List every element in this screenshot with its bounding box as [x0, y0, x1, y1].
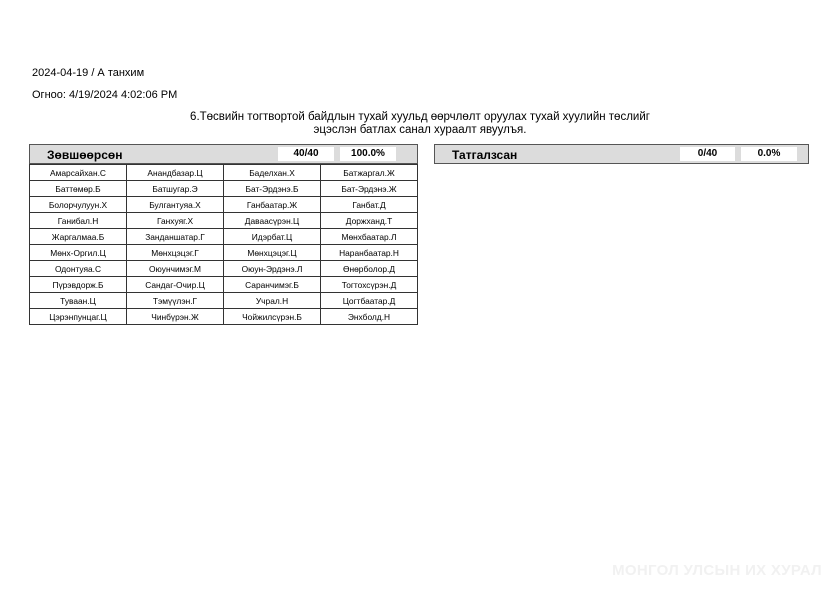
member-name-cell: Даваасүрэн.Ц	[224, 213, 321, 229]
member-name-cell: Сандаг-Очир.Ц	[127, 277, 224, 293]
table-row	[30, 229, 418, 245]
member-name-cell: Амарсайхан.С	[30, 165, 127, 181]
member-name-cell: Батшугар.Э	[127, 181, 224, 197]
member-name-cell: Бат-Эрдэнэ.Ж	[321, 181, 418, 197]
member-name-cell: Мөнхцэцэг.Ц	[224, 245, 321, 261]
agree-percent: 100.0%	[340, 147, 396, 161]
member-name-cell: Учрал.Н	[224, 293, 321, 309]
agree-summary	[29, 144, 418, 164]
table-row	[30, 181, 418, 197]
member-name-cell: Оюун-Эрдэнэ.Л	[224, 261, 321, 277]
member-name-cell: Доржханд.Т	[321, 213, 418, 229]
member-name-cell: Бат-Эрдэнэ.Б	[224, 181, 321, 197]
member-name-cell: Одонтуяа.С	[30, 261, 127, 277]
date-room-label: 2024-04-19 / А танхим	[32, 67, 145, 79]
table-row	[30, 309, 418, 325]
member-name-cell: Ганхуяг.Х	[127, 213, 224, 229]
member-name-cell: Наранбаатар.Н	[321, 245, 418, 261]
member-name-cell: Мөнхбаатар.Л	[321, 229, 418, 245]
member-name-cell: Чинбүрэн.Ж	[127, 309, 224, 325]
member-name-cell: Тогтохсүрэн.Д	[321, 277, 418, 293]
member-name-cell: Чойжилсүрэн.Б	[224, 309, 321, 325]
member-name-cell: Жаргалмаа.Б	[30, 229, 127, 245]
member-name-cell: Ганибал.Н	[30, 213, 127, 229]
vote-title: 6.Төсвийн тогтвортой байдлын тухай хуульд өөрчлөлт оруулах тухай хуулийн төслийг эцэслэн батлах санал хураалт явуулъя.	[190, 111, 650, 136]
table-row	[30, 197, 418, 213]
member-name-cell: Пүрэвдорж.Б	[30, 277, 127, 293]
member-name-cell: Туваан.Ц	[30, 293, 127, 309]
table-row	[30, 245, 418, 261]
watermark: МОНГОЛ УЛСЫН ИХ ХУРАЛ	[612, 562, 822, 579]
member-name-cell: Энхболд.Н	[321, 309, 418, 325]
member-name-cell: Мөнхцэцэг.Г	[127, 245, 224, 261]
printed-timestamp: Огноо: 4/19/2024 4:02:06 PM	[32, 89, 178, 101]
table-row	[30, 277, 418, 293]
agree-count: 40/40	[278, 147, 334, 161]
member-name-cell: Цогтбаатар.Д	[321, 293, 418, 309]
member-name-cell: Ганбаатар.Ж	[224, 197, 321, 213]
member-name-cell: Цэрэнпунцаг.Ц	[30, 309, 127, 325]
member-name-cell: Мөнх-Оргил.Ц	[30, 245, 127, 261]
member-name-cell: Анандбазар.Ц	[127, 165, 224, 181]
member-name-cell: Идэрбат.Ц	[224, 229, 321, 245]
table-row	[30, 165, 418, 181]
member-name-cell: Оюунчимэг.М	[127, 261, 224, 277]
reject-percent: 0.0%	[741, 147, 797, 161]
reject-count: 0/40	[680, 147, 735, 161]
member-name-cell: Занданшатар.Г	[127, 229, 224, 245]
reject-summary	[434, 144, 809, 164]
member-name-cell: Өнөрболор.Д	[321, 261, 418, 277]
member-name-cell: Баделхан.Х	[224, 165, 321, 181]
reject-label: Татгалзсан	[452, 148, 518, 162]
agree-names-table	[29, 164, 418, 325]
member-name-cell: Батжаргал.Ж	[321, 165, 418, 181]
member-name-cell: Булгантуяа.Х	[127, 197, 224, 213]
member-name-cell: Болорчулуун.Х	[30, 197, 127, 213]
member-name-cell: Саранчимэг.Б	[224, 277, 321, 293]
member-name-cell: Баттөмөр.Б	[30, 181, 127, 197]
table-row	[30, 261, 418, 277]
table-row	[30, 213, 418, 229]
table-row	[30, 293, 418, 309]
agree-label: Зөвшөөрсөн	[47, 148, 123, 162]
member-name-cell: Тэмүүлэн.Г	[127, 293, 224, 309]
member-name-cell: Ганбат.Д	[321, 197, 418, 213]
